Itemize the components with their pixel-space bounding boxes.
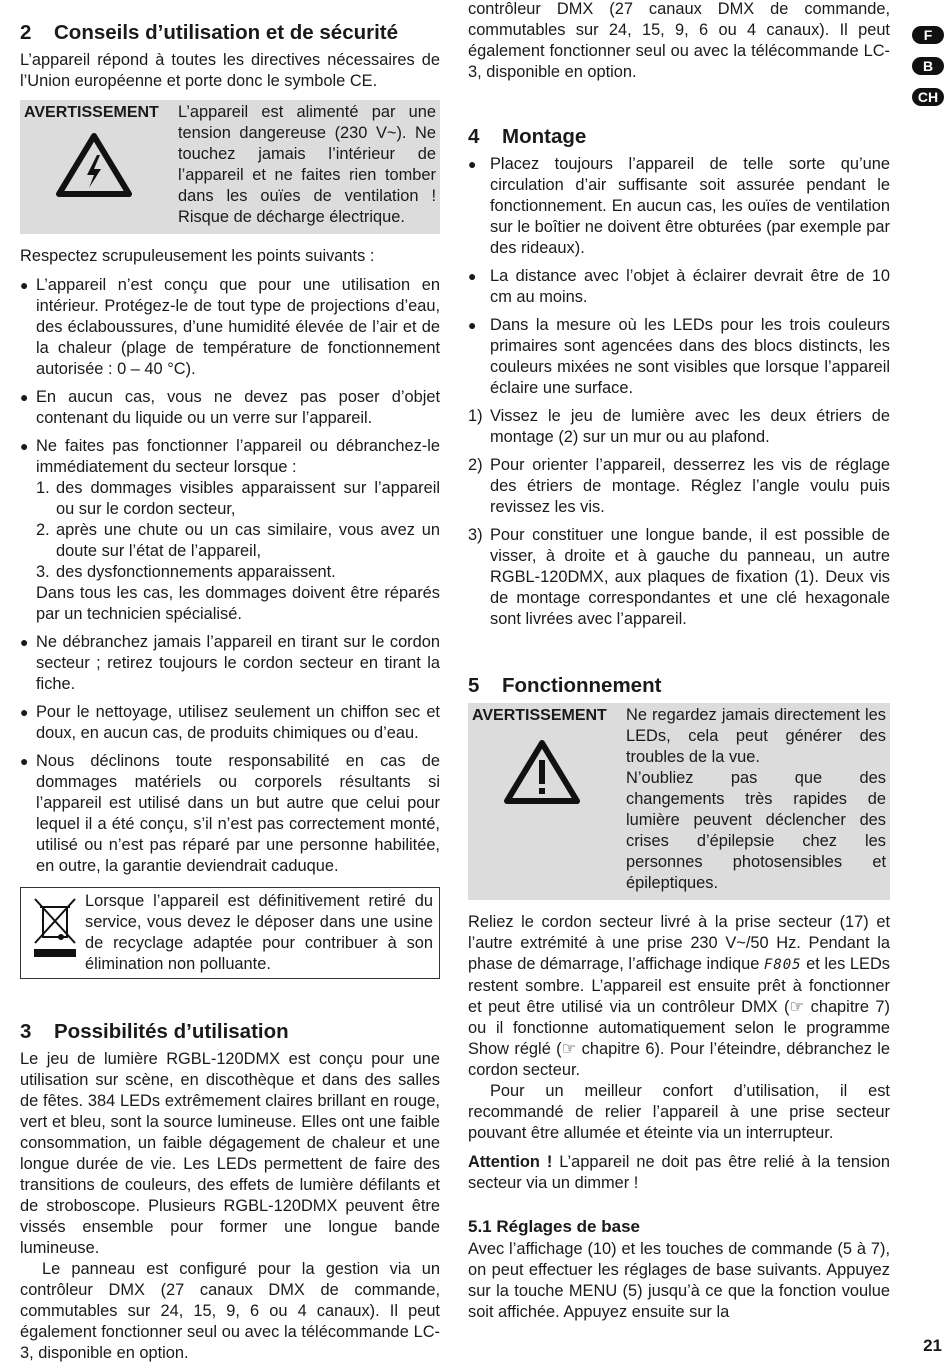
section-5-heading: [468, 673, 890, 699]
bullet-text-after: Dans tous les cas, les dommages doivent être réparés par un technicien spécialisé.: [36, 584, 440, 623]
bullet-icon: ●: [20, 704, 29, 720]
list-item: [20, 436, 440, 625]
section-4-heading: [468, 124, 890, 150]
disposal-box: [20, 887, 440, 979]
bullet-icon: ●: [20, 753, 29, 769]
tab-language-ch: CH: [912, 88, 944, 106]
list-item: ● Ne débranchez jamais l’appareil en tirant sur le cordon secteur ; retirez toujours le cordon secteur en tirant la fiche.: [20, 633, 440, 693]
bullet-icon: ●: [468, 317, 477, 333]
attention-note: [468, 1152, 890, 1194]
sub-item: 3. des dysfonctionnements apparaissent.: [36, 563, 336, 581]
bullet-icon: ●: [20, 277, 29, 293]
warning-text-1: Ne regardez jamais directement les LEDs, cela peut générer des troubles de la vue.: [626, 706, 886, 766]
crossed-bin-icon: [27, 895, 85, 961]
sec3-p2-continuation: contrôleur DMX (27 canaux DMX de commande, commutables sur 24, 15, 9, 6 ou 4 canaux). Il peut également fonctionner seul ou avec la télécommande LC-3, disponible en option.: [468, 0, 890, 81]
step-item: 3) Pour constituer une longue bande, il est possible de visser, à droite et à gauche du panneau, un autre RGBL-120DMX, aux plaques de fixation (1). Deux vis de montage correspondantes et une clé hexagonale sont livrées avec l’appareil.: [468, 526, 890, 628]
warning-label: AVERTISSEMENT: [472, 707, 607, 724]
list-item: ● Dans la mesure où les LEDs pour les trois couleurs primaires sont agencées dans des blocs distincts, les couleurs mixées ne sont visibles que lorsque l’appareil éclaire une surface.: [468, 316, 890, 397]
section-title: Fonctionnement: [502, 674, 662, 697]
bullet-text: Ne faites pas fonctionner l’appareil ou débranchez-le immédiatement du secteur lorsque :: [36, 437, 440, 476]
language-tabs: [912, 26, 944, 119]
exclamation-warning-icon: [504, 740, 580, 804]
section-number: 3: [20, 1020, 32, 1043]
sec3-paragraph-2-continued: [468, 0, 890, 84]
section-title: Possibilités d’utilisation: [54, 1020, 289, 1043]
attention-label: Attention !: [468, 1153, 553, 1171]
warning-label: AVERTISSEMENT: [24, 104, 159, 121]
sec3-paragraph-2: Le panneau est configuré pour la gestion via un contrôleur DMX (27 canaux DMX de commande, commutables sur 24, 15, 9, 6 ou 4 canaux). Il peut également fonctionner seul ou avec la télécommande LC-3, disponible en option.: [20, 1260, 440, 1362]
bullet-icon: ●: [468, 268, 477, 284]
sec5-paragraph-1: [468, 912, 890, 1081]
page-number: 21: [923, 1336, 942, 1355]
p1-start: Reliez le cordon secteur livré à la prise secteur (17) et l’autre extrémité à une prise 230 V~/50 Hz. Pendant la phase de démarrage, l’affichage indique: [468, 913, 890, 973]
display-code: F805: [763, 957, 802, 973]
bullet-icon: ●: [20, 634, 29, 650]
list-item: ● Placez toujours l’appareil de telle sorte qu’une circulation d’air suffisante soit assurée pendant le fonctionnement. En aucun cas, les ouïes de ventilation sur le boîtier ne doivent être obturées (par exemple par des rideaux).: [468, 155, 890, 257]
sec2-intro: L’appareil répond à toutes les directives nécessaires de l’Union européenne et porte donc le symbole CE.: [20, 51, 440, 90]
step-item: 1) Vissez le jeu de lumière avec les deux étriers de montage (2) sur un mur ou au plafond.: [468, 407, 890, 446]
electric-warning-box: [20, 100, 440, 234]
section-number: 4: [468, 125, 480, 148]
high-voltage-icon: [56, 133, 132, 197]
epilepsy-warning-box: [468, 703, 890, 900]
list-item: ● En aucun cas, vous ne devez pas poser d’objet contenant du liquide ou un verre sur l’appareil.: [20, 388, 440, 427]
sub-item: 1. des dommages visibles apparaissent sur l’appareil ou sur le cordon secteur,: [36, 479, 440, 518]
section-3-heading: [20, 1019, 440, 1045]
bullet-icon: ●: [20, 389, 29, 405]
left-column: [20, 20, 440, 1362]
section-title: Conseils d’utilisation et de sécurité: [54, 21, 399, 44]
section-number: 2: [20, 21, 32, 44]
list-item: ● La distance avec l’objet à éclairer devrait être de 10 cm au moins.: [468, 267, 890, 306]
bullet-icon: ●: [468, 156, 477, 172]
disposal-text: Lorsque l’appareil est définitivement retiré du service, vous devez le déposer dans une usine de recyclage adaptée pour contribuer à son élimination non polluante.: [85, 892, 433, 973]
step-item: 2) Pour orienter l’appareil, desserrez les vis de réglage des étriers de montage. Réglez l’angle voulu puis revissez les vis.: [468, 456, 890, 516]
list-item: ● Pour le nettoyage, utilisez seulement un chiffon sec et doux, en aucun cas, de produits chimiques ou d’eau.: [20, 703, 440, 742]
respect-text: Respectez scrupuleusement les points suivants :: [20, 247, 375, 265]
list-item: ● Nous déclinons toute responsabilité en cas de dommages matériels ou corporels résultants si l’appareil est utilisé dans un but autre que celui pour lequel il a été conçu, s’il n’est pas correctement monté, utilisé ou n’est pas réparé par une personne habilitée, en outre, la garantie deviendrait caduque.: [20, 752, 440, 875]
section-number: 5: [468, 674, 480, 697]
subsection-5-1-heading: 5.1 Réglages de base: [468, 1217, 640, 1236]
p1-end: et les LEDs restent sombre. L’appareil est ensuite prêt à fonctionner et peut être utilisé via un contrôleur DMX (☞ chapitre 7) ou il fonctionne automatiquement selon le programme Show réglé (☞ chapitre 6). Pour l’éteindre, débranchez le cordon secteur.: [468, 955, 890, 1079]
sub-item: 2. après une chute ou un cas similaire, vous avez un doute sur l’état de l’appareil,: [36, 521, 440, 560]
sec5-paragraph-2: Pour un meilleur confort d’utilisation, il est recommandé de relier l’appareil à une prise secteur pouvant être allumée et éteinte via un interrupteur.: [468, 1082, 890, 1142]
section-title: Montage: [502, 125, 587, 148]
tab-language-f: F: [912, 26, 944, 44]
section-2-heading: [20, 20, 440, 46]
warning-text-2: N’oubliez pas que des changements très rapides de lumière peuvent déclencher des crises d’épilepsie chez les personnes photosensibles et épileptiques.: [626, 769, 886, 892]
sec5-1-paragraph: Avec l’affichage (10) et les touches de commande (5 à 7), on peut effectuer les réglages de base suivants. Appuyez sur la touche MENU (5) jusqu’à ce que la fonction voulue soit affichée. Appuyez ensuite sur la: [468, 1240, 890, 1321]
sec3-paragraph-1: Le jeu de lumière RGBL-120DMX est conçu pour une utilisation sur scène, en discothèque et dans des salles de fêtes. 384 LEDs extrêmement claires brillant en rouge, vert et bleu, sont la source lumineuse. Elles ont une faible consommation, un faible dégagement de chaleur et une longue durée de vie. Les LEDs permettent de faire des transitions de couleurs, des effets de lumière défilants et de stroboscope. Plusieurs RGBL-120DMX peuvent être vissés ensemble pour former une longue bande lumineuse.: [20, 1050, 440, 1257]
right-column: [468, 0, 890, 1323]
tab-language-b: B: [912, 57, 944, 75]
list-item: ● L’appareil n’est conçu que pour une utilisation en intérieur. Protégez-le de tout type de projections d’eau, des éclaboussures, d’une humidité élevée de l’air et de la chaleur (plage de température de fonctionnement autorisée : 0 – 40 °C).: [20, 276, 440, 378]
warning-text: L’appareil est alimenté par une tension dangereuse (230 V~). Ne touchez jamais l’intérieur de l’appareil et ne faites rien tomber dans les ouïes de ventilation ! Risque de décharge électrique.: [178, 103, 436, 226]
bullet-icon: ●: [20, 438, 29, 454]
attention-text: L’appareil ne doit pas être relié à la tension secteur via un dimmer !: [468, 1153, 890, 1192]
